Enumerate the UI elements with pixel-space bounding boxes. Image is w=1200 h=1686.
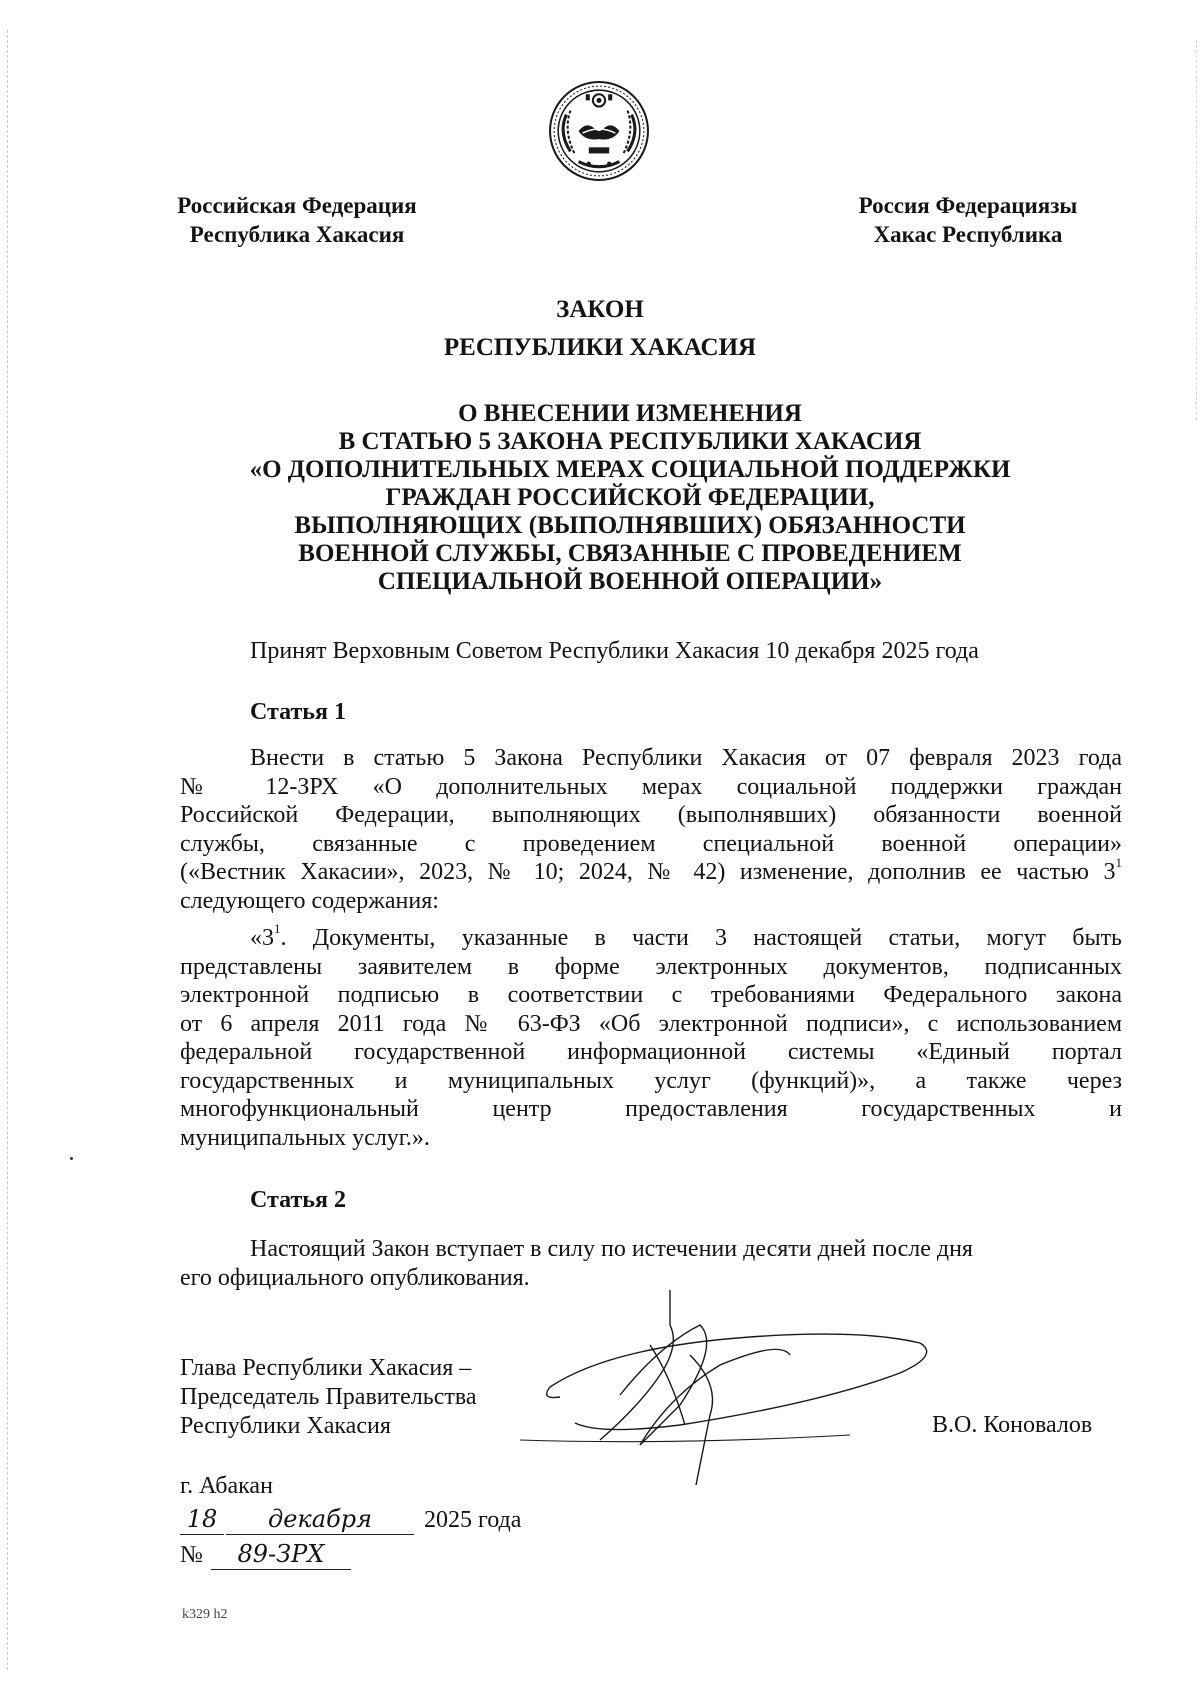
subject-line: ВОЕННОЙ СЛУЖБЫ, СВЯЗАННЫЕ С ПРОВЕДЕНИЕМ [298,540,962,567]
document-id: k329 h2 [182,1607,228,1622]
text-line: его официального опубликования. [180,1264,530,1291]
scan-edge-left [7,30,9,1670]
text-line: следующего содержания: [180,887,439,914]
signer-position [180,1354,477,1441]
signer-position-line: Председатель Правительства [180,1384,477,1410]
law-subject [170,400,1090,596]
text-line [180,921,1122,953]
text-line: многофункциональный центр предоставления государственных и [180,1096,1122,1122]
text-line: Российской Федерации, выполняющих (выполнявших) обязанности военной [180,802,1122,828]
signer-name: В.О. Коновалов [932,1412,1093,1438]
adoption-note: Принят Верховным Советом Республики Хакасия 10 декабря 2025 года [250,638,979,664]
subject-line: «О ДОПОЛНИТЕЛЬНЫХ МЕРАХ СОЦИАЛЬНОЙ ПОДДЕРЖКИ [249,456,1011,483]
subject-line: ВЫПОЛНЯЮЩИХ (ВЫПОЛНЯВШИХ) ОБЯЗАННОСТИ [294,512,966,539]
text-line: муниципальных услуг.». [180,1124,430,1151]
number-prefix: № [180,1542,203,1568]
text-line: электронной подписью в соответствии с требованиями Федерального закона [180,982,1122,1008]
text-line-body: («Вестник Хакасии», 2023, № 10; 2024, № 42) изменение, дополнив ее частью 3 [180,859,1116,885]
subject-line: ГРАЖДАН РОССИЙСКОЙ ФЕДЕРАЦИИ, [385,484,875,511]
subject-line: СПЕЦИАЛЬНОЙ ВОЕННОЙ ОПЕРАЦИИ» [377,568,883,595]
handwritten-number: 89-ЗРХ [211,1540,351,1570]
subject-line: О ВНЕСЕНИИ ИЗМЕНЕНИЯ [458,400,802,427]
text-line: государственных и муниципальных услуг (функций)», а также через [180,1067,1122,1094]
coat-of-arms-emblem [548,80,650,182]
signer-position-line: Республики Хакасия [180,1413,391,1439]
superscript: 1 [274,921,281,936]
signer-position-line: Глава Республики Хакасия – [180,1355,472,1381]
text-line: службы, связанные с проведением специальной военной операции» [180,830,1122,857]
header-right [838,191,1098,249]
law-number [180,1540,351,1570]
article-2-paragraph [180,1235,1122,1292]
law-title-region: РЕСПУБЛИКИ ХАКАСИЯ [443,334,757,361]
signing-date [180,1505,521,1535]
header-right-line2: Хакас Республика [873,222,1063,247]
article-1-paragraph-2 [180,921,1122,1152]
article-1-heading: Статья 1 [250,699,346,725]
law-title: ЗАКОН [556,296,644,323]
header-right-line1: Россия Федерациязы [858,193,1078,218]
text-line: Внести в статью 5 Закона Республики Хакасия от 07 февраля 2023 года [250,745,1122,771]
text-line: Настоящий Закон вступает в силу по истечении десяти дней после дня [250,1236,973,1262]
header-left-line1: Российская Федерация [177,193,417,218]
quote-open: «3 [250,925,274,951]
text-line: № 12-ЗРХ «О дополнительных мерах социальной поддержки граждан [180,773,1122,800]
text-line: федеральной государственной информационной системы «Единый портал [180,1039,1122,1065]
article-1-paragraph-1 [180,744,1122,915]
header-left-line2: Республика Хакасия [189,222,405,247]
scan-speck [70,1157,73,1160]
text-line: от 6 апреля 2011 года № 63-ФЗ «Об электронной подписи», с использованием [180,1010,1122,1037]
article-2-heading: Статья 2 [250,1187,346,1213]
handwritten-signature [520,1285,940,1485]
text-line [180,855,1122,887]
date-year: 2025 года [424,1507,522,1533]
text-line: представлены заявителем в форме электронных документов, подписанных [180,953,1122,980]
handwritten-month: декабря [226,1505,414,1535]
city-label: г. Абакан [180,1473,273,1499]
superscript: 1 [1115,855,1122,870]
header-left [162,191,432,249]
handwritten-day: 18 [180,1505,224,1535]
scan-edge-right [1196,40,1198,420]
subject-line: В СТАТЬЮ 5 ЗАКОНА РЕСПУБЛИКИ ХАКАСИЯ [338,428,922,455]
text-line-body: . Документы, указанные в части 3 настоящей статьи, могут быть [280,925,1122,951]
